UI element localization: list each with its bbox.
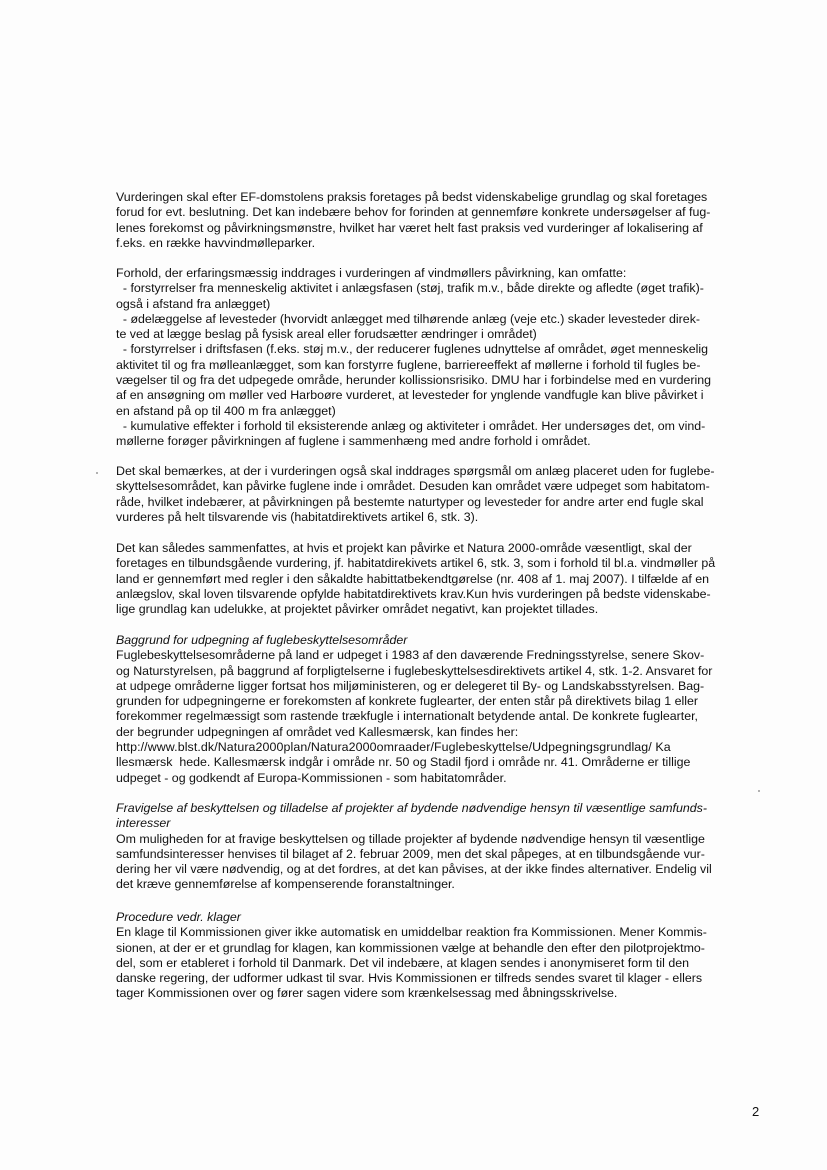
text-line: te ved at lægge beslag på fysisk areal eller forudsætter ændringer i området) — [116, 327, 537, 342]
text-line: land er gennemført med regler i den såkaldte habittatbekendtgørelse (nr. 408 af 1. maj 2007). I tilfælde af en — [116, 571, 710, 586]
section-derogation — [116, 801, 764, 893]
text-line: at udpege områderne ligger fortsat hos miljøministeren, og er delegeret til By- og Landskabsstyrelsen. Bag- — [116, 678, 705, 693]
paragraph-assessment-basis — [116, 190, 764, 251]
text-line: danske regering, der udformer udkast til svar. Hvis Kommissionen er tilfreds sendes svaret til klager - ellers — [116, 971, 703, 986]
scan-speck — [96, 472, 98, 474]
bullet-line: - ødelæggelse af levesteder (hvorvidt anlægget med tilhørende anlæg (veje etc.) skader levesteder direk- — [116, 311, 701, 326]
paragraph-summary — [116, 541, 764, 617]
text-line: grunden for udpegningerne er forekomsten af konkrete fuglearter, der enten står på direktivets bilag 1 eller — [116, 694, 699, 709]
section-heading: interesser — [116, 816, 171, 831]
text-line: vurderes på helt tilsvarende vis (habitatdirektivets artikel 6, stk. 3). — [116, 509, 479, 524]
text-line: møllerne forøger påvirkningen af fuglene i sammenhæng med andre forhold i området. — [116, 434, 591, 449]
scan-speck — [758, 790, 760, 792]
text-line: foretages en tilbundsgående vurdering, jf. habitatdirekivets artikel 6, stk. 3, som i forhold til bl.a. vindmøller på — [116, 556, 716, 571]
bullet-line: - forstyrrelser i driftsfasen (f.eks. støj m.v., der reducerer fuglenes udnyttelse af området, øget menneskelig — [116, 342, 708, 357]
text-line: Vurderingen skal efter EF-domstolens praksis foretages på bedst videnskabelige grundlag og skal foretages — [116, 190, 708, 204]
text-line: llesmærsk hede. Kallesmærsk indgår i område nr. 50 og Stadil fjord i område nr. 41. Områderne er tillige — [116, 755, 691, 770]
text-line: aktivitet til og fra mølleanlægget, som kan forstyrre fuglene, barriereeffekt af møllerne i forhold til fugles be- — [116, 357, 701, 372]
section-heading: Procedure vedr. klager — [116, 910, 241, 924]
text-line: forud for evt. beslutning. Det kan indebære behov for forinden at gennemføre konkrete undersøgelser af fug- — [116, 205, 711, 220]
paragraph-impact-factors — [116, 266, 764, 450]
text-line: af en ansøgning om møller ved Harboøre vurderet, at levesteder for ynglende vandfugle kan blive påvirket i — [116, 388, 704, 403]
section-heading: Fravigelse af beskyttelsen og tilladelse af projekter af bydende nødvendige hensyn til væsentlige samfunds- — [116, 801, 707, 815]
text-line: f.eks. en række havvindmølleparker. — [116, 235, 316, 250]
page-number: 2 — [752, 1104, 760, 1119]
text-line: En klage til Kommissionen giver ikke automatisk en umiddelbar reaktion fra Kommissionen. Mener Kommis- — [116, 925, 707, 940]
bullet-line: - kumulative effekter i forhold til eksisterende anlæg og aktiviteter i området. Her undersøges det, om vind- — [116, 418, 706, 433]
text-line: råde, hvilket indebærer, at påvirkningen på bestemte naturtyper og levesteder for andre arter end fugle skal — [116, 494, 704, 509]
text-line: anlægslov, skal loven tilsvarende opfylde habitatdirektivets krav.Kun hvis vurderingen på bedste videnskabe- — [116, 586, 711, 601]
text-line: skyttelsesområdet, kan påvirke fuglene inde i området. Desuden kan området være udpeget som habitatom- — [116, 479, 710, 494]
text-line: vægelser til og fra det udpegede område, herunder kollissionsrisiko. DMU har i forbindelse med en vurdering — [116, 373, 712, 388]
text-line: lenes forekomst og påvirkningsmønstre, hvilket har været helt fast praksis ved vurderinger af lokalisering af — [116, 220, 703, 235]
text-line: forekommer regelmæssigt som rastende trækfugle i internationalt betydende antal. De konkrete fuglearter, — [116, 709, 698, 724]
bullet-line: - forstyrrelser fra menneskelig aktivitet i anlægsfasen (støj, trafik m.v., både direkte og afledte (øget trafik)- — [116, 281, 704, 296]
text-line: sionen, at der er et grundlag for klagen, kan kommissionen vælge at behandle den efter den pilotprojektmo- — [116, 940, 705, 955]
text-line: Det kan således sammenfattes, at hvis et projekt kan påvirke et Natura 2000-område væsentligt, skal der — [116, 541, 692, 555]
text-line: det kræve gennemførelse af kompenserende foranstaltninger. — [116, 877, 455, 892]
text-line: udpeget - og godkendt af Europa-Kommissionen - som habitatområder. — [116, 770, 507, 785]
text-line: en afstand på op til 400 m fra anlægget) — [116, 403, 336, 418]
text-line: der begrunder udpegningen af området ved Kallesmærsk, kan findes her: — [116, 724, 519, 739]
text-line: del, som er etableret i forhold til Danmark. Det vil indebære, at klagen sendes i anonymiseret form til den — [116, 955, 689, 970]
section-complaint-procedure — [116, 910, 764, 1002]
text-line: tager Kommissionen over og fører sagen videre som krænkelsessag med åbningsskrivelse. — [116, 986, 618, 1001]
text-line: Fuglebeskyttelsesområderne på land er udpeget i 1983 af den daværende Fredningsstyrelse, senere Skov- — [116, 648, 705, 663]
text-line: lige grundlag kan udelukke, at projektet påvirker området negativt, kan projektet tillades. — [116, 602, 599, 617]
text-line: Det skal bemærkes, at der i vurderingen også skal inddrages spørgsmål om anlæg placeret uden for fuglebe- — [116, 464, 715, 478]
text-line: og Naturstyrelsen, på baggrund af forpligtelserne i fuglebeskyttelsesdirektivets artikel 4, stk. 1-2. Ansvaret for — [116, 663, 713, 678]
paragraph-outside-area — [116, 464, 764, 525]
text-line: Forhold, der erfaringsmæssig inddrages i vurderingen af vindmøllers påvirkning, kan omfatte: — [116, 266, 627, 280]
text-line: også i afstand fra anlægget) — [116, 296, 271, 311]
text-line: dering her vil være nødvendig, og at det fordres, at det kan påvises, at der ikke findes alternativer. Endelig vil — [116, 862, 712, 877]
text-line: samfundsinteresser henvises til bilaget af 2. februar 2009, men det skal påpeges, at en tilbundsgående vur- — [116, 846, 705, 861]
section-designation-background — [116, 633, 764, 786]
url-line: http://www.blst.dk/Natura2000plan/Natura2000omraader/Fuglebeskyttelse/Udpegningsgrundlag/ Ka — [116, 740, 671, 755]
section-heading: Baggrund for udpegning af fuglebeskyttelsesområder — [116, 633, 408, 647]
text-line: Om muligheden for at fravige beskyttelsen og tillade projekter af bydende nødvendige hensyn til væsentlige — [116, 831, 705, 846]
